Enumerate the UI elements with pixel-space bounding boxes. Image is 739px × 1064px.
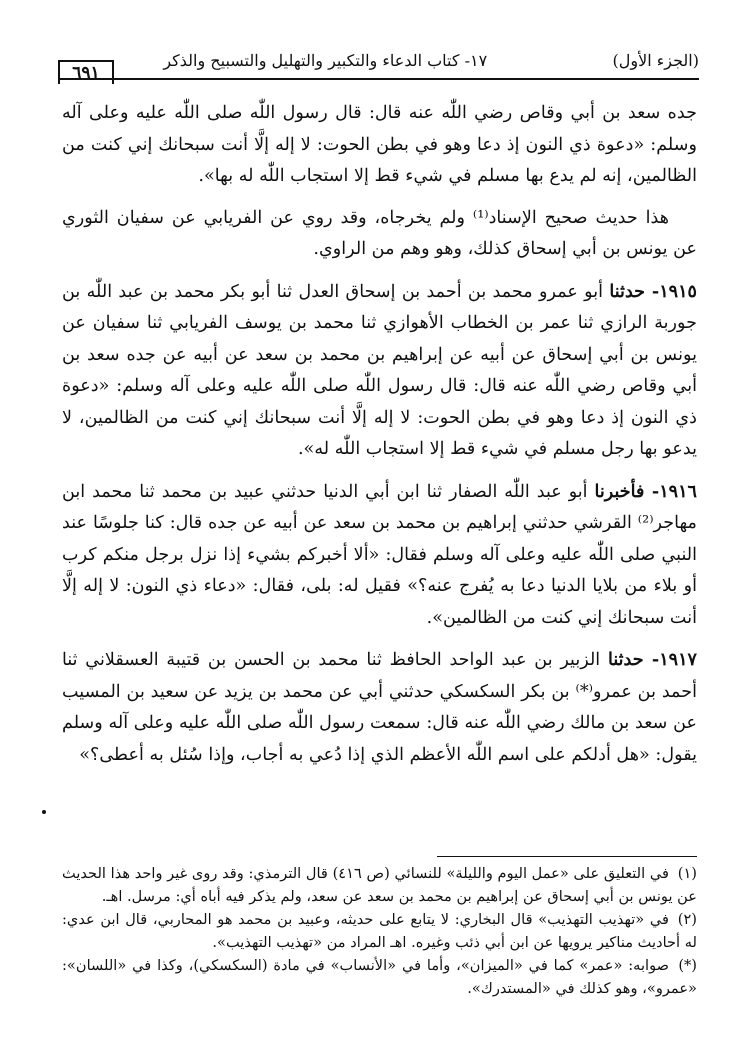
footnote-mark: (١) <box>677 865 697 882</box>
footnote-text: في «تهذيب التهذيب» قال البخاري: لا يتابع على حديثه، وعبيد بن محمد هو المحاربي، قال ابن عدي: له أحاديث مناكير يرويها عن ابن أبي ذئب وغيره. اهـ المراد من «تهذيب التهذيب». <box>62 911 697 951</box>
hadith-text: الزبير بن عبد الواحد الحافظ ثنا محمد بن الحسن بن قتيبة العسقلاني ثنا أحمد بن عمرو⁽*⁾ بن بكر السكسكي حدثني أبي عن محمد بن يزيد عن سعيد بن المسيب عن سعد بن مالك رضي اللّٰه عنه قال: سمعت رسول اللّٰه صلى اللّٰه عليه وعلى آله وسلم يقول: «هل أدلكم على اسم اللّٰه الأعظم الذي إذا دُعي به أجاب، وإذا سُئل به أعطى؟» <box>62 650 697 765</box>
main-text <box>62 98 697 771</box>
page-number: ٦٩١ <box>58 60 114 84</box>
running-header <box>58 44 699 76</box>
volume-label: (الجزء الأول) <box>612 50 699 70</box>
paragraph-continuation: جده سعد بن أبي وقاص رضي اللّٰه عنه قال: قال رسول اللّٰه صلى اللّٰه عليه وعلى آله وسلم: «دعوة ذي النون إذ دعا وهو في بطن الحوت: لا إله إلَّا أنت سبحانك إني كنت من الظالمين، إنه لم يدع بها مسلم في شيء قط إلا استجاب اللّٰه له بها». <box>62 103 697 186</box>
footnotes <box>62 862 697 1000</box>
margin-dot <box>42 810 46 814</box>
hadith-1915 <box>62 276 697 466</box>
hadith-1917 <box>62 644 697 771</box>
footnote <box>62 862 697 908</box>
footnote <box>62 908 697 954</box>
hadith-number: ١٩١٥- حدثنا <box>609 280 698 302</box>
header-rule <box>58 78 699 80</box>
footnote-text: صوابه: «عمر» كما في «الميزان»، وأما في «الأنساب» في مادة (السكسكي)، وكذا في «اللسان»: «عمرو»، وهو كذلك في «المستدرك». <box>62 957 697 997</box>
hadith-text: أبو عمرو محمد بن أحمد بن إسحاق العدل ثنا أبو بكر محمد بن عبد اللّٰه بن جوربة الرازي ثنا عمر بن الخطاب الأهوازي ثنا محمد بن يوسف الفريابي ثنا سفيان عن يونس بن أبي إسحاق عن أبيه عن إبراهيم بن محمد بن سعد عن أبيه عن جده سعد بن أبي وقاص رضي اللّٰه عنه قال: قال رسول اللّٰه صلى اللّٰه عليه وعلى آله وسلم: «دعوة ذي النون إذ دعا وهو في بطن الحوت: لا إله إلَّا أنت سبحانك إني كنت من الظالمين، لا يدعو بها رجل مسلم في شيء قط إلا استجاب اللّٰه له». <box>62 281 697 459</box>
hadith-number: ١٩١٧- حدثنا <box>607 649 698 670</box>
hadith-text: أبو عبد اللّٰه الصفار ثنا ابن أبي الدنيا حدثني عبيد بن محمد ثنا محمد ابن مهاجر⁽²⁾ القرشي حدثني إبراهيم بن محمد بن سعد عن أبيه عن جده قال: كنا جلوسًا عند النبي صلى اللّٰه عليه وعلى آله وسلم فقال: «ألا أخبركم بشيء إذا نزل برجل منكم كرب أو بلاء من بلايا الدنيا دعا به يُفرج عنه؟» فقيل له: بلى، فقال: «دعاء ذي النون: لا إله إلَّا أنت سبحانك إني كنت من الظالمين». <box>62 481 697 628</box>
footnote <box>62 954 697 1000</box>
paragraph-grading: هذا حديث صحيح الإسناد⁽¹⁾ ولم يخرجاه، وقد روي عن الفريابي عن سفيان الثوري عن يونس بن أبي إسحاق كذلك، وهو وهم من الراوي. <box>62 207 697 259</box>
hadith-1916 <box>62 476 697 635</box>
hadith-number: ١٩١٦- فأخبرنا <box>594 480 697 502</box>
footnote-text: في التعليق على «عمل اليوم والليلة» للنسائي (ص ٤١٦) قال الترمذي: وقد روى غير واحد هذا الحديث عن يونس بن أبي إسحاق عن إبراهيم بن محمد بن سعد عن سعد، ولم يذكر فيه أباه أي: مرسل. اهـ. <box>62 865 697 905</box>
running-title: ١٧- كتاب الدعاء والتكبير والتهليل والتسبيح والذكر <box>163 50 488 70</box>
footnote-separator <box>437 856 697 857</box>
footnote-mark: (٢) <box>677 911 697 928</box>
footnote-mark: (*) <box>678 957 697 974</box>
